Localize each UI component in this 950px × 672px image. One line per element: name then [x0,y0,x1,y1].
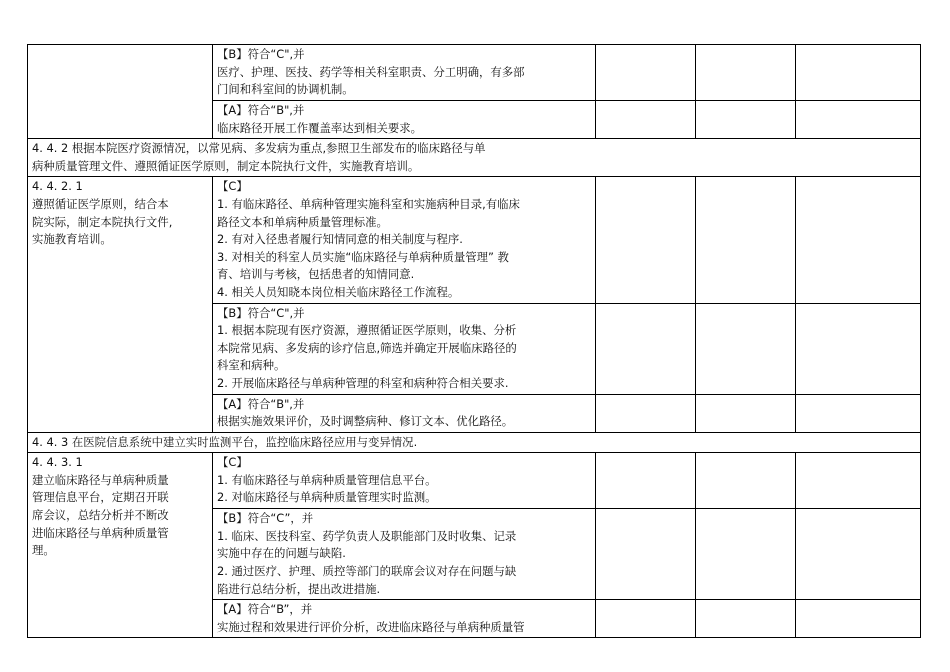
section-header [28,139,921,177]
grade-text: 【A】符合“B",并 [217,396,305,411]
item-number: 4. 4. 3. 1 [32,455,83,470]
grade-text: 2. 对临床路径与单病种质量管理实时监测。 [217,490,437,505]
grade-text: 【B】符合“C",并 [217,47,305,61]
grade-text: 【A】符合“B”，并 [217,602,313,617]
grade-c-cell [213,177,596,303]
score-cell [596,177,696,303]
grade-a-cell [213,394,596,432]
section-header [28,432,921,453]
standards-table [27,44,921,638]
grade-text: 本院常见病、多发病的诊疗信息,筛选并确定开展临床路径的 [217,340,517,355]
grade-text: 科室和病种。 [217,358,286,373]
grade-text: 4. 相关人员知晓本岗位相关临床路径工作流程。 [217,284,460,299]
item-cell [28,177,213,432]
grade-text: 临床路径开展工作覆盖率达到相关要求。 [217,120,423,135]
score-cell [796,303,921,394]
item-text: 席会议，总结分析并不断改 [32,508,169,523]
score-cell [696,453,796,509]
grade-a-cell [213,600,596,638]
score-cell [696,101,796,139]
item-text: 院实际，制定本院执行文件, [32,214,173,229]
score-cell [796,101,921,139]
score-cell [596,45,696,101]
grade-text: 【B】符合“C”，并 [217,511,314,526]
grade-text: 1. 根据本院现有医疗资源，遵照循证医学原则，收集、分析 [217,323,517,338]
grade-text: 1. 临床、医技科室、药学负责人及职能部门及时收集、记录 [217,528,517,543]
grade-text: 陷进行总结分析，提出改进措施. [217,581,381,596]
grade-text: 医疗、护理、医技、药学等相关科室职责、分工明确，有多部 [217,64,525,79]
section-header-row [28,139,921,177]
grade-text: 门间和科室间的协调机制。 [217,82,354,97]
score-cell [796,509,921,600]
score-cell [596,453,696,509]
score-cell [796,394,921,432]
item-text: 遵照循证医学原则，结合本 [32,196,169,211]
grade-text: 1. 有临床路径与单病种质量管理信息平台。 [217,472,437,487]
score-cell [796,600,921,638]
item-number: 4. 4. 2. 1 [32,179,83,194]
item-text: 实施教育培训。 [32,232,112,247]
grade-text: 【C】 [217,455,248,470]
item-cell [28,453,213,638]
item-text: 管理信息平台，定期召开联 [32,490,169,505]
score-cell [696,45,796,101]
grade-b-cell [213,509,596,600]
section-header-text: 4. 4. 2 根据本院医疗资源情况，以常见病、多发病为重点,参照卫生部发布的临床路径与单 [32,141,486,156]
section-header-text: 4. 4. 3 在医院信息系统中建立实时监测平台，监控临床路径应用与变异情况. [32,434,418,449]
item-text: 进临床路径与单病种质量管 [32,525,169,540]
item-cell [28,45,213,139]
grade-text: 实施过程和效果进行评价分析，改进临床路径与单病种质量管 [217,619,525,634]
score-cell [596,101,696,139]
score-cell [696,509,796,600]
grade-text: 【C】 [217,179,248,194]
table-row [28,453,921,509]
score-cell [596,509,696,600]
grade-text: 实施中存在的问题与缺陷. [217,546,346,561]
grade-text: 根据实施效果评价，及时调整病种、修订文本、优化路径。 [217,414,514,429]
table-row [28,177,921,303]
grade-text: 3. 对相关的科室人员实施“临床路径与单病种质量管理” 教 [217,249,509,264]
grade-text: 【A】符合“B",并 [217,103,305,117]
grade-b-cell [213,303,596,394]
score-cell [596,600,696,638]
grade-text: 路径文本和单病种质量管理标准。 [217,214,388,229]
grade-text: 【B】符合“C",并 [217,305,305,320]
score-cell [696,177,796,303]
score-cell [696,600,796,638]
grade-c-cell [213,453,596,509]
score-cell [796,45,921,101]
grade-text: 1. 有临床路径、单病种管理实施科室和实施病种目录,有临床 [217,196,520,211]
item-text: 建立临床路径与单病种质量 [32,472,169,487]
score-cell [796,453,921,509]
table-row [28,45,921,101]
grade-text: 育、培训与考核，包括患者的知情同意. [217,267,415,282]
item-text: 理。 [32,543,55,558]
score-cell [596,303,696,394]
grade-text: 2. 开展临床路径与单病种管理的科室和病种符合相关要求. [217,375,509,390]
section-header-text: 病种质量管理文件、遵照循证医学原则，制定本院执行文件，实施教育培训。 [32,158,420,173]
grade-a-cell [213,101,596,139]
score-cell [696,303,796,394]
score-cell [696,394,796,432]
section-header-row [28,432,921,453]
grade-text: 2. 有对入径患者履行知情同意的相关制度与程序. [217,232,463,247]
grade-text: 2. 通过医疗、护理、质控等部门的联席会议对存在问题与缺 [217,564,517,579]
score-cell [796,177,921,303]
grade-b-cell [213,45,596,101]
score-cell [596,394,696,432]
